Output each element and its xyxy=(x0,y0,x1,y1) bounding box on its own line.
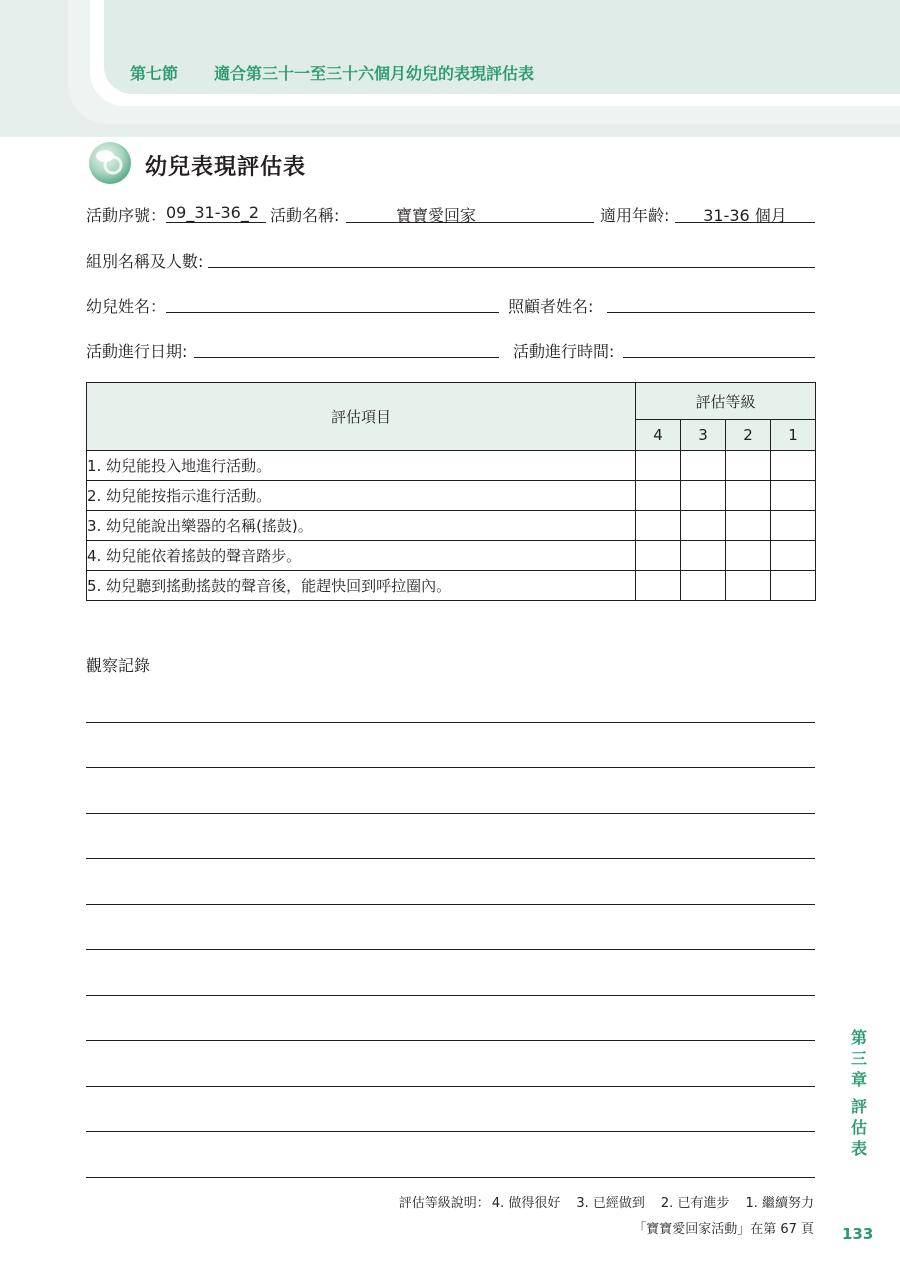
section-title: 適合第三十一至三十六個月幼兒的表現評估表 xyxy=(214,64,535,83)
activity-no-value: 09_31-36_2 xyxy=(166,203,260,222)
observation-line xyxy=(86,722,815,723)
grade-cell[interactable] xyxy=(771,541,816,571)
group-label: 組別名稱及人數: xyxy=(86,252,204,271)
grade-cell[interactable] xyxy=(771,481,816,511)
legend-item: 1. 繼續努力 xyxy=(745,1196,814,1211)
activity-no-line xyxy=(166,222,266,223)
table-row xyxy=(87,481,816,511)
grade-cell[interactable] xyxy=(636,481,681,511)
table-row xyxy=(87,451,816,481)
age-value: 31-36 個月 xyxy=(703,206,787,225)
grade-3-header: 3 xyxy=(681,420,726,451)
activity-name-label: 活動名稱: xyxy=(270,206,340,225)
item-text: 4. 幼兒能依着搖鼓的聲音踏步。 xyxy=(87,541,636,571)
page-title: 幼兒表現評估表 xyxy=(145,155,307,180)
observation-line xyxy=(86,1177,815,1178)
grade-cell[interactable] xyxy=(681,481,726,511)
section-number: 第七節 xyxy=(130,64,179,83)
legend-label: 評估等級說明： xyxy=(398,1196,490,1211)
grade-cell[interactable] xyxy=(636,541,681,571)
observation-line xyxy=(86,1131,815,1132)
grade-cell[interactable] xyxy=(771,451,816,481)
grade-cell[interactable] xyxy=(681,541,726,571)
grade-cell[interactable] xyxy=(726,541,771,571)
observation-title: 觀察記錄 xyxy=(86,656,151,675)
grade-cell[interactable] xyxy=(636,571,681,601)
item-text: 2. 幼兒能按指示進行活動。 xyxy=(87,481,636,511)
observation-line xyxy=(86,995,815,996)
activity-name-value: 寶寶愛回家 xyxy=(395,206,476,225)
grade-1-header: 1 xyxy=(771,420,816,451)
grade-2-header: 2 xyxy=(726,420,771,451)
activity-reference: 「寶寶愛回家活動」在第 67 頁 xyxy=(633,1222,814,1237)
page-number: 133 xyxy=(842,1225,874,1243)
observation-line xyxy=(86,767,815,768)
grade-cell[interactable] xyxy=(681,571,726,601)
time-label: 活動進行時間: xyxy=(513,342,615,361)
grade-cell[interactable] xyxy=(726,481,771,511)
activity-no-label: 活動序號： xyxy=(86,206,167,225)
child-name-line xyxy=(166,312,499,313)
grade-cell[interactable] xyxy=(681,451,726,481)
child-name-label: 幼兒姓名： xyxy=(86,297,167,316)
item-text: 5. 幼兒聽到搖動搖鼓的聲音後，能趕快回到呼拉圈內。 xyxy=(87,571,636,601)
observation-line xyxy=(86,1040,815,1041)
grade-cell[interactable] xyxy=(636,511,681,541)
grade-header: 評估等級 xyxy=(636,383,816,420)
grade-cell[interactable] xyxy=(726,451,771,481)
legend-item: 3. 已經做到 xyxy=(576,1196,645,1211)
grade-4-header: 4 xyxy=(636,420,681,451)
table-row xyxy=(87,541,816,571)
table-row xyxy=(87,571,816,601)
item-header: 評估項目 xyxy=(87,383,636,451)
age-label: 適用年齡: xyxy=(600,206,670,225)
observation-line xyxy=(86,904,815,905)
date-label: 活動進行日期: xyxy=(86,342,188,361)
legend-item: 2. 已有進步 xyxy=(660,1196,730,1211)
group-line xyxy=(208,267,815,268)
grade-cell[interactable] xyxy=(726,511,771,541)
time-line xyxy=(623,357,815,358)
caregiver-line xyxy=(607,312,815,313)
observation-line xyxy=(86,949,815,950)
grade-cell[interactable] xyxy=(771,571,816,601)
item-text: 3. 幼兒能說出樂器的名稱(搖鼓)。 xyxy=(87,511,636,541)
table-row xyxy=(87,511,816,541)
observation-line xyxy=(86,813,815,814)
grade-legend xyxy=(399,1192,814,1211)
date-line xyxy=(194,357,499,358)
bubble-icon xyxy=(88,141,132,185)
legend-item: 4. 做得很好 xyxy=(491,1196,561,1211)
chapter-name-tab: 評估表 xyxy=(850,1097,867,1158)
grade-cell[interactable] xyxy=(726,571,771,601)
grade-cell[interactable] xyxy=(636,451,681,481)
observation-line xyxy=(86,858,815,859)
observation-line xyxy=(86,1086,815,1087)
chapter-tab: 第三章 xyxy=(850,1028,867,1089)
evaluation-table xyxy=(86,382,816,601)
caregiver-label: 照顧者姓名: xyxy=(508,297,594,316)
grade-cell[interactable] xyxy=(681,511,726,541)
grade-cell[interactable] xyxy=(771,511,816,541)
item-text: 1. 幼兒能投入地進行活動。 xyxy=(87,451,636,481)
